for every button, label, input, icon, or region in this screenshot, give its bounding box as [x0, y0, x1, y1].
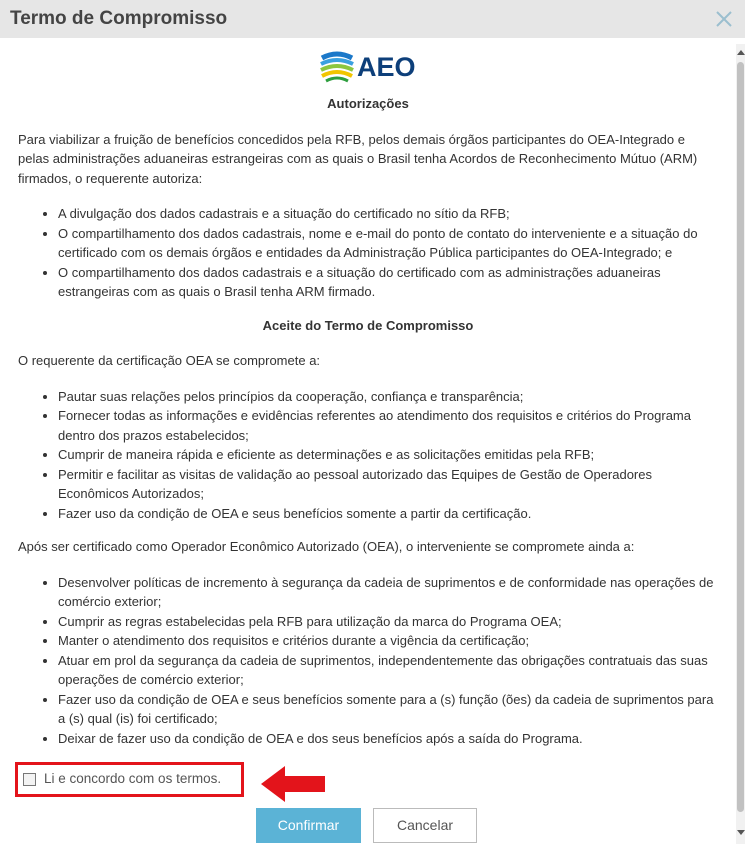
acceptance-intro: O requerente da certificação OEA se compromete a: [18, 353, 321, 368]
list-item: • Deixar de fazer uso da condição de OEA e dos seus benefícios após a saída do Programa. [58, 729, 718, 749]
agree-label[interactable]: Li e concordo com os termos. [44, 771, 222, 786]
dialog-title: Termo de Compromisso [10, 8, 228, 29]
scroll-up-icon[interactable] [737, 50, 745, 55]
scroll-down-icon[interactable] [737, 830, 745, 835]
scrollbar-thumb[interactable] [737, 62, 744, 812]
vertical-scrollbar[interactable] [736, 44, 745, 844]
list-item: • Fazer uso da condição de OEA e seus benefícios somente para a (s) função (ões) da cadeia de suprimentos para a (s) qual (is) foi certificado; [58, 690, 718, 729]
list-item: • Cumprir de maneira rápida e eficiente as determinações e as solicitações emitidas pela RFB; [58, 445, 718, 465]
authorizations-list [18, 204, 718, 302]
confirm-button[interactable]: Confirmar [256, 808, 361, 843]
list-item: • Desenvolver políticas de incremento à segurança da cadeia de suprimentos e de conformidade nas operações de comércio exterior; [58, 573, 718, 612]
aeo-logo [18, 46, 718, 86]
list-item: • Fazer uso da condição de OEA e seus benefícios somente a partir da certificação. [58, 504, 718, 524]
after-certification-intro: Após ser certificado como Operador Econômico Autorizado (OEA), o interveniente se compromete ainda a: [18, 539, 635, 554]
list-item: • Cumprir as regras estabelecidas pela RFB para utilização da marca do Programa OEA; [58, 612, 718, 632]
aeo-logo-icon [319, 46, 417, 86]
list-item: • Pautar suas relações pelos princípios da cooperação, confiança e transparência; [58, 387, 718, 407]
cancel-button[interactable]: Cancelar [373, 808, 477, 843]
acceptance-heading: Aceite do Termo de Compromisso [262, 317, 474, 333]
svg-text:AEO: AEO [357, 52, 416, 82]
list-item: • O compartilhamento dos dados cadastrais, nome e e-mail do ponto de contato do interveniente e a situação do certificado com os demais órgãos e entidades da Administração Pública participantes do OEA-Integrado; e [58, 224, 718, 263]
dialog-titlebar [0, 0, 745, 38]
authorizations-intro: Para viabilizar a fruição de benefícios concedidos pela RFB, pelos demais órgãos participantes do OEA-Integrado e pelas administrações aduaneiras estrangeiras com as quais o Brasil tenha Acordos de Reconhecimento Mútuo (ARM) firmados, o requerente autoriza: [18, 131, 698, 186]
terms-content [18, 46, 718, 762]
list-item: • O compartilhamento dos dados cadastrais e a situação do certificado com as administrações aduaneiras estrangeiras com as quais o Brasil tenha ARM firmado. [58, 263, 718, 302]
authorizations-heading: Autorizações [327, 96, 409, 111]
after-certification-list [18, 573, 718, 749]
acceptance-list [18, 387, 718, 524]
list-item: • Permitir e facilitar as visitas de validação ao pessoal autorizado das Equipes de Gestão de Operadores Econômicos Autorizados; [58, 465, 718, 504]
close-icon[interactable] [715, 10, 733, 28]
list-item: • Manter o atendimento dos requisitos e critérios durante a vigência da certificação; [58, 631, 718, 651]
agree-checkbox[interactable] [23, 773, 36, 786]
list-item: • Atuar em prol da segurança da cadeia de suprimentos, independentemente das obrigações contratuais das suas operações de comércio exterior; [58, 651, 718, 690]
list-item: • A divulgação dos dados cadastrais e a situação do certificado no sítio da RFB; [58, 204, 718, 224]
list-item: • Fornecer todas as informações e evidências referentes ao atendimento dos requisitos e critérios do Programa dentro dos prazos estabelecidos; [58, 406, 718, 445]
arrow-left-icon [259, 764, 327, 804]
